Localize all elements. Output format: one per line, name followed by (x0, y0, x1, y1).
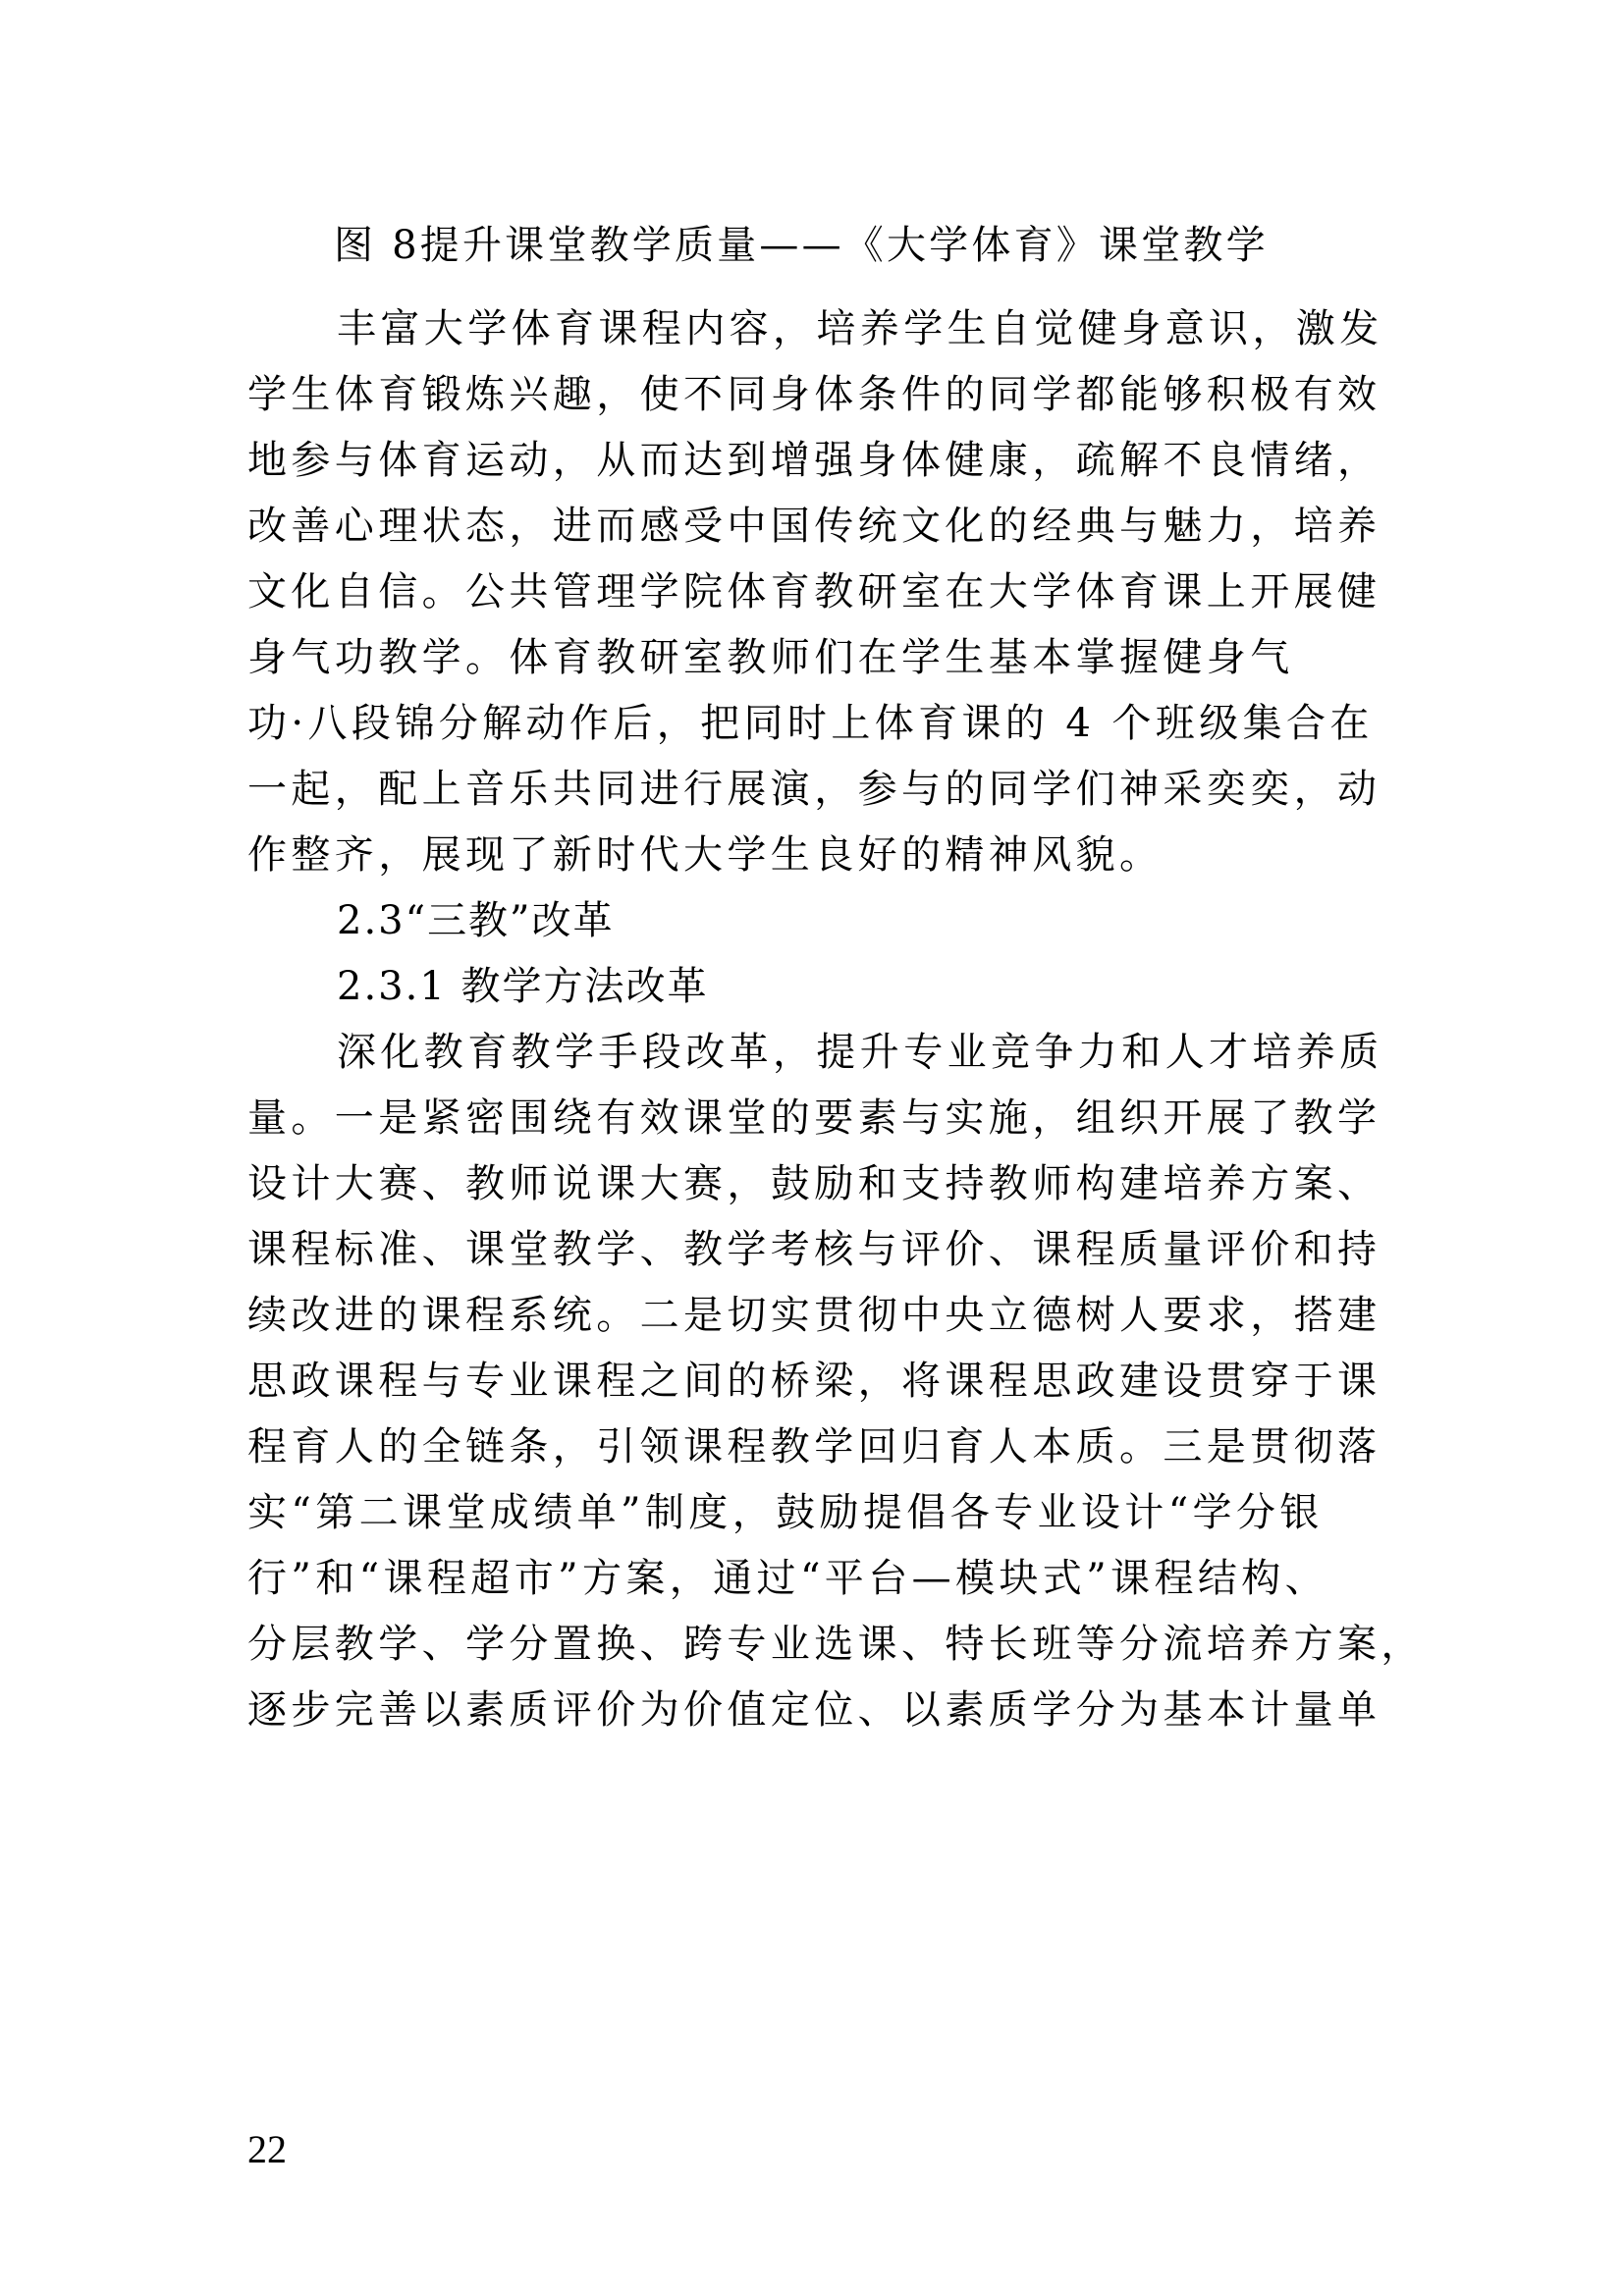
paragraph-line: 改善心理状态，进而感受中国传统文化的经典与魅力，培养 (247, 504, 1381, 549)
paragraph-line: 一起，配上音乐共同进行展演，参与的同学们神采奕奕，动 (247, 767, 1381, 812)
paragraph-line: 设计大赛、教师说课大赛，鼓励和支持教师构建培养方案、 (247, 1161, 1381, 1206)
section-heading: 2.3“三教”改革 (337, 898, 615, 943)
paragraph-line: 文化自信。公共管理学院体育教研室在大学体育课上开展健 (247, 569, 1381, 614)
paragraph-line: 功·八段锦分解动作后，把同时上体育课的 4 个班级集合在 (247, 701, 1374, 746)
subsection-heading: 2.3.1 教学方法改革 (337, 964, 709, 1009)
paragraph-line: 思政课程与专业课程之间的桥梁，将课程思政建设贯穿于课 (247, 1359, 1381, 1404)
figure-caption: 图 8提升课堂教学质量——《大学体育》课堂教学 (334, 223, 1269, 268)
paragraph-line: 身气功教学。体育教研室教师们在学生基本掌握健身气 (247, 635, 1294, 680)
paragraph-line: 续改进的课程系统。二是切实贯彻中央立德树人要求，搭建 (247, 1293, 1381, 1338)
paragraph-line: 量。一是紧密围绕有效课堂的要素与实施，组织开展了教学 (247, 1095, 1381, 1141)
paragraph-line: 学生体育锻炼兴趣，使不同身体条件的同学都能够积极有效 (247, 372, 1381, 417)
paragraph-line: 行”和“课程超市”方案，通过“平台—模块式”课程结构、 (247, 1556, 1329, 1601)
paragraph-line: 实“第二课堂成绩单”制度，鼓励提倡各专业设计“学分银 (247, 1490, 1324, 1535)
paragraph-line: 逐步完善以素质评价为价值定位、以素质学分为基本计量单 (247, 1687, 1381, 1733)
paragraph-line: 深化教育教学手段改革，提升专业竞争力和人才培养质 (337, 1030, 1383, 1075)
paragraph-line: 程育人的全链条，引领课程教学回归育人本质。三是贯彻落 (247, 1424, 1381, 1469)
paragraph-line: 地参与体育运动，从而达到增强身体健康，疏解不良情绪， (247, 438, 1381, 483)
paragraph-line: 作整齐，展现了新时代大学生良好的精神风貌。 (247, 832, 1164, 878)
paragraph-line: 分层教学、学分置换、跨专业选课、特长班等分流培养方案， (247, 1622, 1425, 1667)
paragraph-line: 课程标准、课堂教学、教学考核与评价、课程质量评价和持 (247, 1227, 1381, 1272)
page-number: 22 (247, 2127, 287, 2171)
paragraph-line: 丰富大学体育课程内容，培养学生自觉健身意识，激发 (337, 306, 1383, 351)
